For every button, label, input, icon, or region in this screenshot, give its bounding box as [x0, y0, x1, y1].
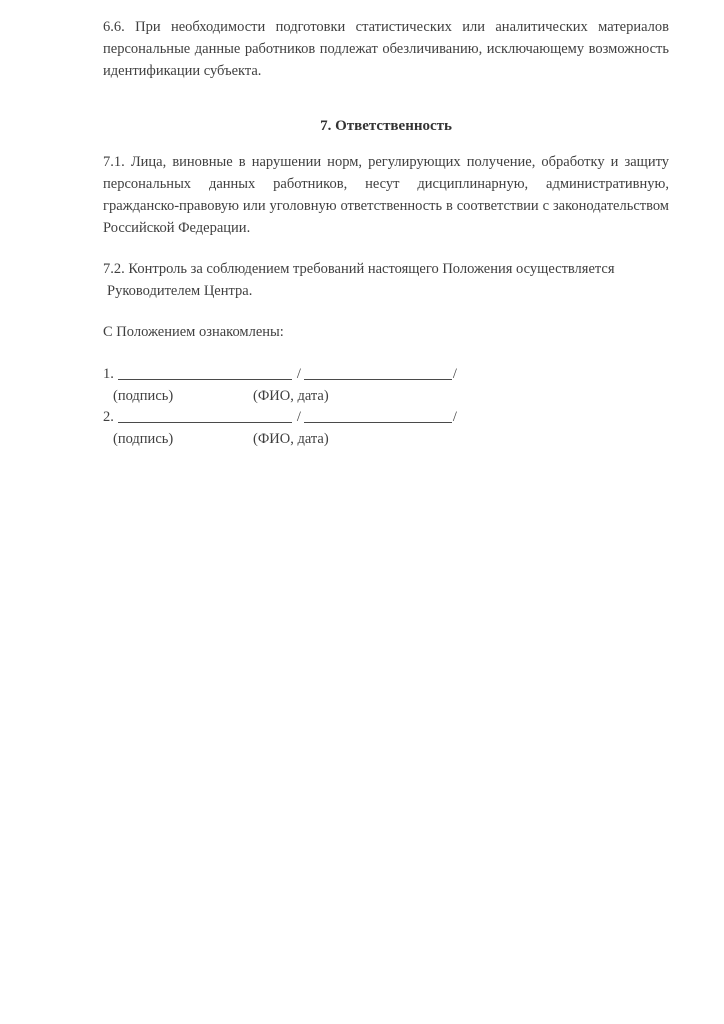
slash-terminator: /	[452, 366, 457, 382]
acknowledgement-line: С Положением ознакомлены:	[103, 324, 284, 340]
name-date-caption: (ФИО, дата)	[253, 388, 329, 404]
signature-number: 2.	[103, 409, 114, 425]
signature-row	[103, 406, 669, 449]
document-content	[103, 16, 669, 449]
text-line: 6.6. При необходимости подготовки статистических или аналитических материалов	[103, 19, 669, 35]
signature-labels	[103, 385, 669, 406]
slash-separator: /	[296, 409, 301, 425]
signature-caption: (подпись)	[113, 431, 174, 447]
text-line: персональных данных работников, несут дисциплинарную, административную,	[103, 176, 669, 192]
text-line: Руководителем Центра.	[107, 283, 253, 299]
signature-row	[103, 363, 669, 406]
text-line: гражданско-правовую или уголовную ответственность в соответствии с законодательством	[103, 198, 669, 214]
signature-number: 1.	[103, 366, 114, 382]
text-line: Российской Федерации.	[103, 220, 251, 236]
signature-blank	[118, 409, 292, 423]
section-7-heading: 7. Ответственность	[320, 118, 452, 134]
paragraph-7-2	[103, 258, 669, 302]
name-date-caption: (ФИО, дата)	[253, 431, 329, 447]
slash-separator: /	[296, 366, 301, 382]
signature-line	[103, 406, 669, 428]
name-date-blank	[304, 366, 452, 380]
text-line: персональные данные работников подлежат обезличиванию, исключающему возможность	[103, 41, 669, 57]
slash-terminator: /	[452, 409, 457, 425]
signature-blank	[118, 366, 292, 380]
text-line: идентификации субъекта.	[103, 63, 262, 79]
paragraph-7-1	[103, 151, 669, 239]
signature-caption: (подпись)	[113, 388, 174, 404]
signature-line	[103, 363, 669, 385]
signature-block	[103, 363, 669, 449]
name-date-blank	[304, 409, 452, 423]
signature-labels	[103, 428, 669, 449]
paragraph-6-6	[103, 16, 669, 82]
text-line: 7.2. Контроль за соблюдением требований настоящего Положения осуществляется	[103, 261, 615, 277]
text-line: 7.1. Лица, виновные в нарушении норм, регулирующих получение, обработку и защиту	[103, 154, 669, 170]
